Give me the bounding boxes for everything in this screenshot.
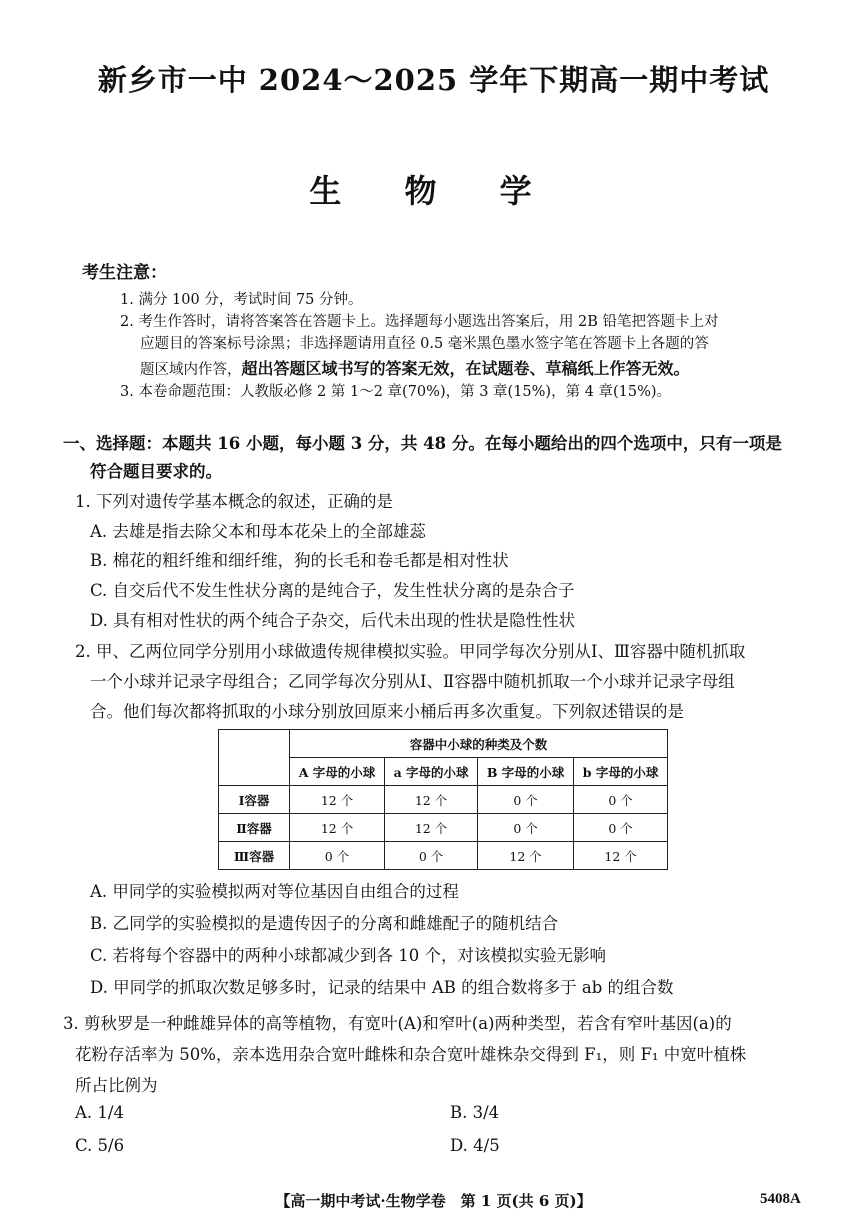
q3-stem-line-2: 花粉存活率为 50%，亲本选用杂合宽叶雌株和杂合宽叶雄株杂交得到 F₁，则 F₁ 中宽叶植株 [75,1045,747,1064]
subject-title: 生 物 学 [309,172,558,210]
q2-stem-line-3: 合。他们每次都将抓取的小球分别放回原来小桶后再多次重复。下列叙述错误的是 [90,702,684,721]
notice-heading: 考生注意： [82,263,167,283]
table-col-header: A 字母的小球 [290,758,385,786]
table-cell: 12 个 [478,842,574,870]
notice-item-2-line-2: 应题目的答案标号涂黑；非选择题请用直径 0.5 毫米黑色墨水签字笔在答题卡上各题的答 [140,336,709,352]
q3-stem-line-3: 所占比例为 [75,1076,158,1095]
q2-option-a: A. 甲同学的实验模拟两对等位基因自由组合的过程 [90,882,459,901]
q1-stem: 1. 下列对遗传学基本概念的叙述，正确的是 [75,492,393,511]
table-col-header: B 字母的小球 [478,758,574,786]
table-cell: 0 个 [478,814,574,842]
q1-option-c: C. 自交后代不发生性状分离的是纯合子，发生性状分离的是杂合子 [90,581,575,600]
table-cell: 0 个 [290,842,385,870]
exam-title: 新乡市一中 2024～2025 学年下期高一期中考试 [97,63,770,97]
table-cell: 0 个 [478,786,574,814]
q3-option-c: C. 5/6 [75,1136,125,1155]
q2-option-b: B. 乙同学的实验模拟的是遗传因子的分离和雌雄配子的随机结合 [90,914,559,933]
table-cell: 12 个 [385,814,478,842]
table-cell: 12 个 [290,786,385,814]
q2-option-d: D. 甲同学的抓取次数足够多时，记录的结果中 AB 的组合数将多于 ab 的组合数 [90,978,674,997]
table-cell: 0 个 [574,786,668,814]
table-group-header: 容器中小球的种类及个数 [290,730,668,758]
notice-item-1: 1. 满分 100 分，考试时间 75 分钟。 [120,292,363,308]
page-footer: 【高一期中考试·生物学卷 第 1 页(共 6 页)】 [275,1192,592,1210]
row-label: Ⅱ容器 [219,814,290,842]
table-row [219,786,668,814]
q3-option-a: A. 1/4 [75,1103,124,1122]
section-1-heading: 一、选择题：本题共 16 小题，每小题 3 分，共 48 分。在每小题给出的四个选项中，只有一项是 [63,434,782,453]
q1-option-b: B. 棉花的粗纤维和细纤维，狗的长毛和卷毛都是相对性状 [90,551,509,570]
notice-item-2-line-3-plain: 题区域内作答， [140,362,242,378]
table-row [219,814,668,842]
section-1-heading-cont: 符合题目要求的。 [90,462,222,481]
table-col-header: a 字母的小球 [385,758,478,786]
table-cell: 0 个 [385,842,478,870]
row-label: Ⅰ容器 [219,786,290,814]
table-row [219,842,668,870]
notice-item-2-line-3-bold: 超出答题区域书写的答案无效，在试题卷、草稿纸上作答无效。 [241,359,690,378]
table-cell: 12 个 [574,842,668,870]
q1-option-a: A. 去雄是指去除父本和母本花朵上的全部雄蕊 [90,522,426,541]
q3-stem-line-1: 3. 剪秋罗是一种雌雄异体的高等植物，有宽叶(A)和窄叶(a)两种类型，若含有窄叶基因(a)的 [63,1014,732,1033]
ball-table [218,729,668,870]
q2-stem-line-1: 2. 甲、乙两位同学分别用小球做遗传规律模拟实验。甲同学每次分别从Ⅰ、Ⅲ容器中随机抓取 [75,642,746,661]
q3-option-b: B. 3/4 [450,1103,500,1122]
table-cell: 12 个 [385,786,478,814]
exam-code: 5408A [760,1191,801,1207]
q2-option-c: C. 若将每个容器中的两种小球都减少到各 10 个，对该模拟实验无影响 [90,946,607,965]
q2-stem-line-2: 一个小球并记录字母组合；乙同学每次分别从Ⅰ、Ⅱ容器中随机抓取一个小球并记录字母组 [90,672,735,691]
q1-option-d: D. 具有相对性状的两个纯合子杂交，后代未出现的性状是隐性性状 [90,611,576,630]
notice-item-3: 3. 本卷命题范围：人教版必修 2 第 1～2 章(70%)，第 3 章(15%)，第 4 章(15%)。 [120,384,672,400]
table-cell: 12 个 [290,814,385,842]
notice-item-2-line-3 [140,356,690,379]
notice-item-2-line-1: 2. 考生作答时，请将答案答在答题卡上。选择题每小题选出答案后，用 2B 铅笔把答题卡上对 [120,314,719,330]
table-cell: 0 个 [574,814,668,842]
q3-option-d: D. 4/5 [450,1136,500,1155]
table-corner-cell [219,730,290,786]
table-col-header: b 字母的小球 [574,758,668,786]
row-label: Ⅲ容器 [219,842,290,870]
